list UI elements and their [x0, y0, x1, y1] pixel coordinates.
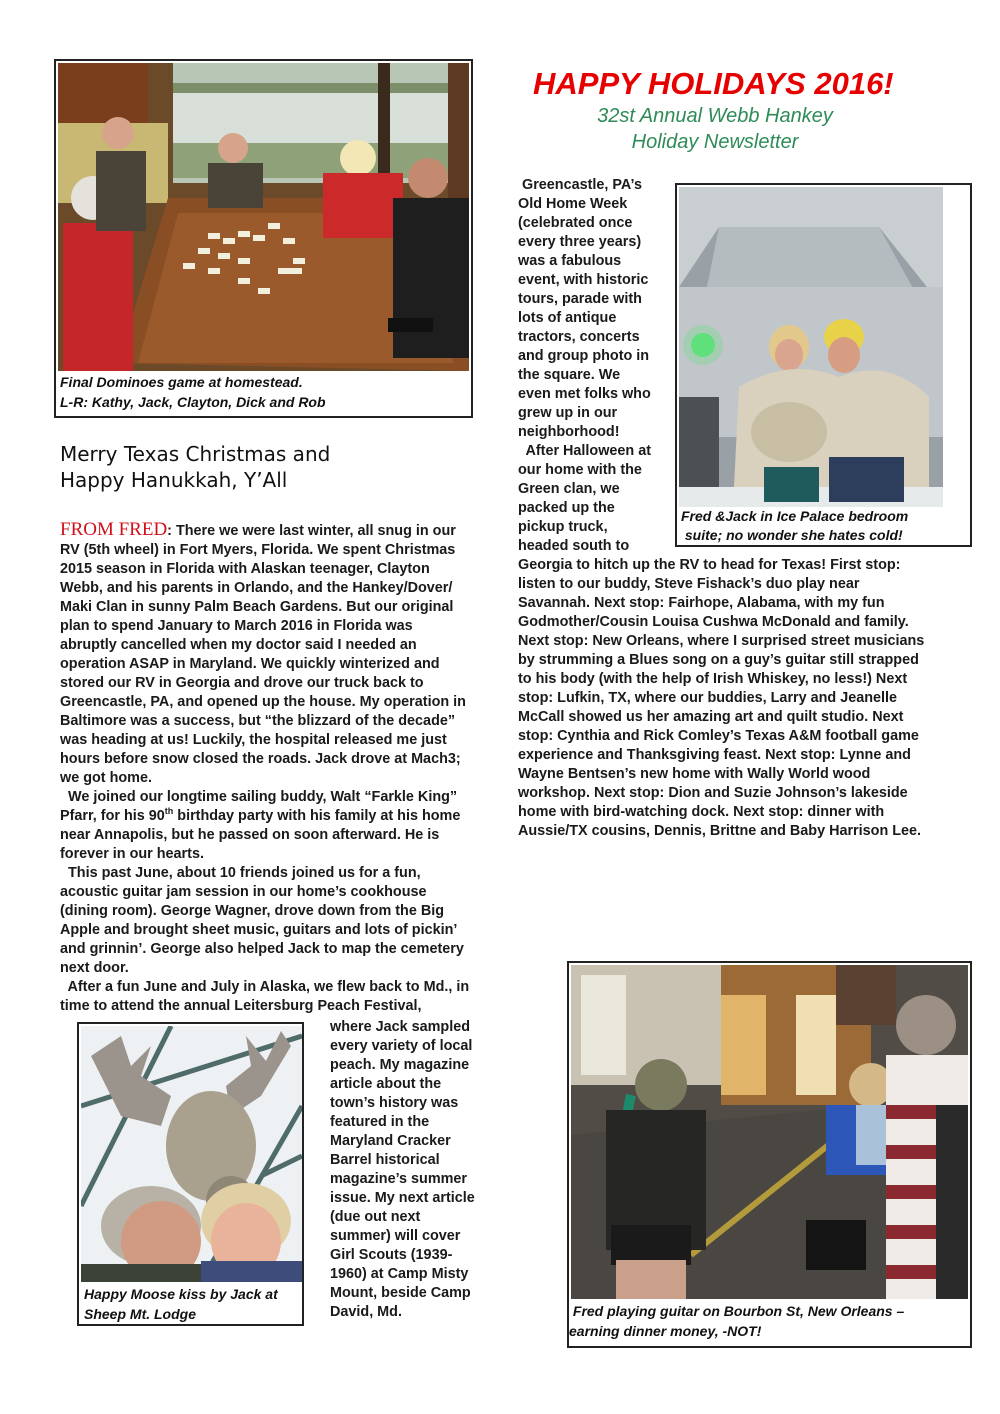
narrow-line: (due out next — [330, 1209, 421, 1225]
narrow-line: magazine’s summer — [330, 1171, 468, 1187]
right-article-line: to his body (with the help of Irish Whiskey, no less!) Next — [518, 671, 908, 687]
narrow-line: every variety of local — [330, 1038, 473, 1054]
narrow-line: Girl Scouts (1939- — [330, 1247, 453, 1263]
left-article-text: Pfarr, for his 90 — [60, 808, 165, 824]
narrow-line: neighborhood! — [518, 424, 620, 440]
narrow-line: event, with historic — [518, 272, 649, 288]
ice-palace-photo-frame — [675, 183, 972, 547]
ice-palace-photo — [679, 187, 943, 507]
right-article-line: stop: Lufkin, TX, where our buddies, Larry and Jeanelle — [518, 690, 898, 706]
bourbon-photo — [571, 965, 968, 1299]
left-article-line: near Annapolis, but he passed on soon afterward. He is — [60, 827, 440, 843]
narrow-line: headed south to — [518, 538, 630, 554]
article-heading-line2: Happy Hanukkah, Y’All — [60, 468, 288, 492]
left-article-line: We joined our longtime sailing buddy, Walt “Farkle King” — [60, 789, 458, 805]
right-article-line: home with bird-watching dock. Next stop: dinner with — [518, 804, 885, 820]
right-article-line: Georgia to hitch up the RV to head for Texas! First stop: — [518, 557, 901, 573]
newsletter-subtitle-line2: Holiday Newsletter — [631, 131, 799, 153]
right-article-line: Aussie/TX cousins, Dennis, Brittne and Baby Harrison Lee. — [518, 823, 922, 839]
left-article-text: : There we were last winter, all snug in our — [167, 523, 456, 539]
left-article-line: Greencastle, PA, and opened up the house. My operation in — [60, 694, 466, 710]
right-article-line: Next stop: New Orleans, where I surprised street musicians — [518, 633, 925, 649]
narrow-line: After Halloween at — [518, 443, 652, 459]
narrow-line: was a fabulous — [518, 253, 622, 269]
left-article-line: forever in our hearts. — [60, 846, 204, 862]
narrow-line: every three years) — [518, 234, 642, 250]
left-article-line: and grinnin’. George also helped Jack to map the cemetery — [60, 941, 464, 957]
narrow-line: tours, parade with — [518, 291, 642, 307]
left-article-line: hours before snow closed the roads. Jack drove at Mach3; — [60, 751, 461, 767]
narrow-line: pickup truck, — [518, 519, 608, 535]
ice-palace-photo-illustration — [679, 187, 943, 507]
narrow-line: featured in the — [330, 1114, 430, 1130]
left-article-line: operation ASAP in Maryland. We quickly winterized and — [60, 656, 440, 672]
narrow-line: our home with the — [518, 462, 642, 478]
left-article-line: plan to spend January to March 2016 in Florida was — [60, 618, 413, 634]
dominoes-caption-line1: Final Dominoes game at homestead. — [60, 374, 303, 390]
moose-photo-frame — [77, 1022, 304, 1326]
newsletter-title: HAPPY HOLIDAYS 2016! — [533, 66, 894, 101]
narrow-line: Old Home Week — [518, 196, 628, 212]
moose-photo-illustration — [81, 1026, 302, 1282]
left-article-line: next door. — [60, 960, 129, 976]
narrow-line: issue. My next article — [330, 1190, 475, 1206]
bourbon-caption-line2: earning dinner money, -NOT! — [569, 1323, 762, 1339]
right-article-line: McCall showed us her amazing art and quilt studio. Next — [518, 709, 904, 725]
left-article-line: After a fun June and July in Alaska, we flew back to Md., in — [60, 979, 470, 995]
left-article-line — [60, 520, 500, 541]
left-article-line: abruptly cancelled when my doctor said I needed an — [60, 637, 417, 653]
left-article-line: This past June, about 10 friends joined us for a fun, — [60, 865, 421, 881]
narrow-line: Maryland Cracker — [330, 1133, 451, 1149]
narrow-line: even met folks who — [518, 386, 651, 402]
narrow-line: lots of antique — [518, 310, 617, 326]
left-article-line: (dining room). George Wagner, drove down from the Big — [60, 903, 445, 919]
right-article-line: stop: Cynthia and Rick Comley’s Texas A&M football game — [518, 728, 919, 744]
dominoes-photo — [58, 63, 469, 371]
left-article-line: time to attend the annual Leitersburg Peach Festival, — [60, 998, 422, 1014]
right-article-line: Godmother/Cousin Louisa Cushwa McDonald and family. — [518, 614, 909, 630]
right-article-body — [518, 556, 978, 841]
right-article-line: Wayne Bentsen’s new home with Wally World wood — [518, 766, 871, 782]
narrow-line: Green clan, we — [518, 481, 620, 497]
left-article-line: we got home. — [60, 770, 152, 786]
moose-caption-line2: Sheep Mt. Lodge — [84, 1306, 196, 1322]
dominoes-caption-line2: L-R: Kathy, Jack, Clayton, Dick and Rob — [60, 394, 326, 410]
narrow-line: Barrel historical — [330, 1152, 440, 1168]
narrow-line: summer) will cover — [330, 1228, 461, 1244]
narrow-line: Mount, beside Camp — [330, 1285, 471, 1301]
left-article-line: Apple and brought sheet music, guitars and lots of pickin’ — [60, 922, 458, 938]
from-fred-label: FROM FRED — [60, 519, 168, 540]
narrow-line: peach. My magazine — [330, 1057, 470, 1073]
narrow-line: the square. We — [518, 367, 621, 383]
narrow-line: where Jack sampled — [330, 1019, 470, 1035]
right-article-line: workshop. Next stop: Dion and Suzie Johnson’s lakeside — [518, 785, 908, 801]
moose-photo — [81, 1026, 302, 1282]
narrow-line: (celebrated once — [518, 215, 633, 231]
left-article-line: Maki Clan in sunny Palm Beach Gardens. But our original — [60, 599, 454, 615]
left-article-line — [60, 807, 500, 826]
left-article-line: Webb, and his parents in Orlando, and the Hankey/Dover/ — [60, 580, 453, 596]
ice-palace-caption-line1: Fred &Jack in Ice Palace bedroom — [681, 508, 909, 524]
right-article-line: listen to our buddy, Steve Fishack’s duo play near — [518, 576, 860, 592]
ice-palace-caption-line2: suite; no wonder she hates cold! — [681, 527, 903, 543]
bourbon-photo-frame — [567, 961, 972, 1348]
dominoes-photo-illustration — [58, 63, 469, 371]
moose-caption-line1: Happy Moose kiss by Jack at — [84, 1286, 278, 1302]
narrow-line: packed up the — [518, 500, 615, 516]
newsletter-subtitle-line1: 32st Annual Webb Hankey — [597, 105, 833, 127]
right-article-line: Savannah. Next stop: Fairhope, Alabama, with my fun — [518, 595, 885, 611]
left-article-line: was heading at us! Luckily, the hospital released me just — [60, 732, 447, 748]
bourbon-caption-line1: Fred playing guitar on Bourbon St, New Orleans – — [569, 1303, 905, 1319]
narrow-line: and group photo in — [518, 348, 650, 364]
narrow-line: grew up in our — [518, 405, 618, 421]
superscript-th: th — [164, 806, 174, 817]
right-narrow-column — [518, 176, 678, 556]
narrow-line: Greencastle, PA’s — [518, 177, 642, 193]
left-article-line: RV (5th wheel) in Fort Myers, Florida. We spent Christmas — [60, 542, 456, 558]
article-heading — [60, 441, 460, 493]
left-narrow-column — [330, 1018, 500, 1322]
left-article-line: Baltimore was a success, but “the blizzard of the decade” — [60, 713, 456, 729]
left-article-text: birthday party with his family at his home — [173, 808, 461, 824]
left-article-line: acoustic guitar jam session in our home’s cookhouse — [60, 884, 427, 900]
right-article-line: experience and Thanksgiving feast. Next stop: Lynne and — [518, 747, 911, 763]
left-article-line: 2015 season in Florida with Alaskan teenager, Clayton — [60, 561, 430, 577]
narrow-line: 1960) at Camp Misty — [330, 1266, 469, 1282]
narrow-line: article about the — [330, 1076, 442, 1092]
narrow-line: town’s history was — [330, 1095, 459, 1111]
narrow-line: tractors, concerts — [518, 329, 640, 345]
left-article-body — [60, 520, 500, 1016]
bourbon-photo-illustration — [571, 965, 968, 1299]
right-article-line: by strumming a Blues song on a guy’s guitar still strapped — [518, 652, 919, 668]
left-article-line: stored our RV in Georgia and drove our truck back to — [60, 675, 424, 691]
narrow-line: David, Md. — [330, 1304, 402, 1320]
dominoes-photo-frame — [54, 59, 473, 418]
article-heading-line1: Merry Texas Christmas and — [60, 442, 331, 466]
